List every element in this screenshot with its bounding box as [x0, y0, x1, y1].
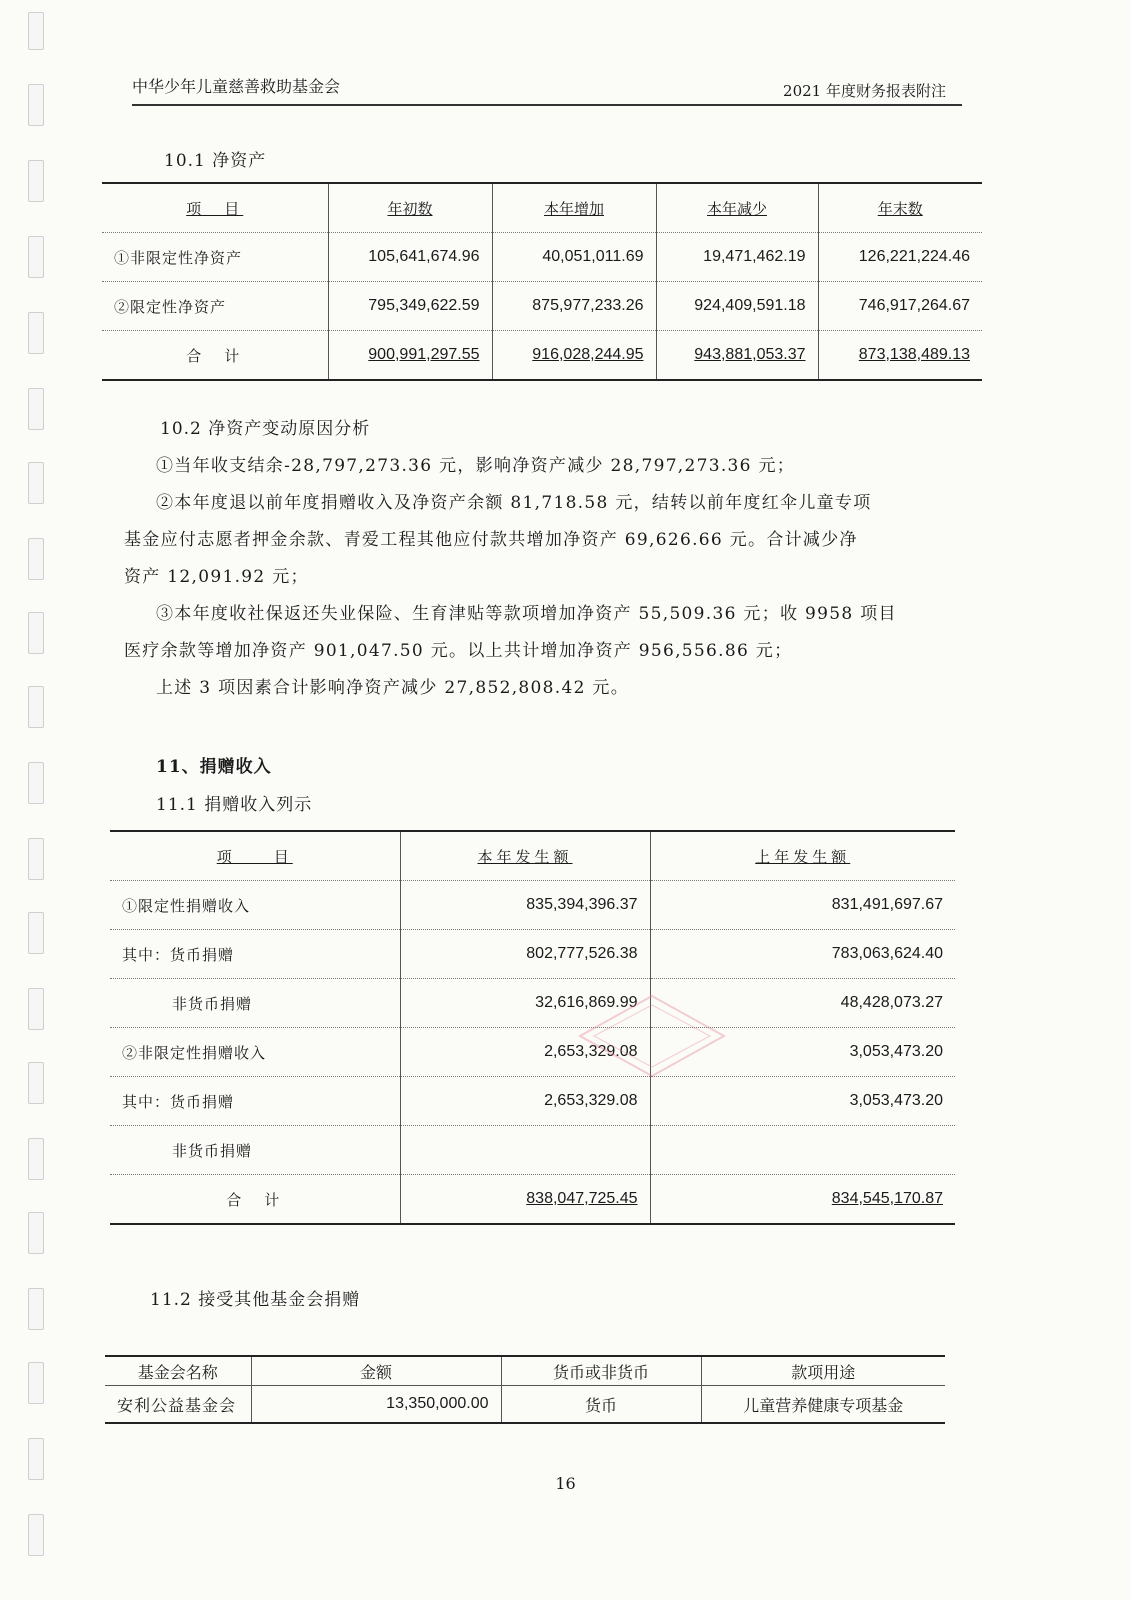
cell-value: 3,053,473.20	[650, 1028, 955, 1077]
analysis-item-1: ①当年收支结余-28,797,273.36 元，影响净资产减少 28,797,273.36 元；	[156, 456, 796, 476]
row-label: 非货币捐赠	[110, 1126, 400, 1175]
amount-value: 13,350,000.00	[251, 1386, 501, 1424]
row-label: 其中：货币捐赠	[110, 930, 400, 979]
cell-value: 746,917,264.67	[818, 282, 982, 331]
cell-value: 831,491,697.67	[650, 881, 955, 930]
cell-value: 3,053,473.20	[650, 1077, 955, 1126]
table-row	[110, 979, 955, 1028]
cell-value: 783,063,624.40	[650, 930, 955, 979]
section-title-10-1: 10.1 净资产	[164, 151, 267, 171]
col-header: 项 目	[102, 183, 328, 233]
table-row	[110, 930, 955, 979]
table-row	[105, 1386, 945, 1424]
auditor-seal-stamp	[572, 992, 732, 1080]
col-header: 年末数	[818, 183, 982, 233]
page-header	[132, 74, 962, 106]
cell-value: 48,428,073.27	[650, 979, 955, 1028]
col-header: 基金会名称	[105, 1356, 251, 1386]
donation-income-table	[110, 830, 955, 1225]
row-label: 合 计	[110, 1175, 400, 1225]
table-row	[110, 881, 955, 930]
analysis-item-3-line1: ③本年度收社保返还失业保险、生育津贴等款项增加净资产 55,509.36 元；收 9958 项目	[156, 604, 897, 624]
col-header: 本年减少	[656, 183, 818, 233]
analysis-item-2-line2: 基金应付志愿者押金余款、青爱工程其他应付款共增加净资产 69,626.66 元。合计减少净	[124, 530, 858, 550]
table-total-row	[110, 1175, 955, 1225]
row-label: ①限定性捐赠收入	[110, 881, 400, 930]
cell-value: 900,991,297.55	[328, 331, 492, 381]
analysis-item-3-line2: 医疗余款等增加净资产 901,047.50 元。以上共计增加净资产 956,556.86 元；	[124, 641, 793, 661]
analysis-item-2-line1: ②本年度退以前年度捐赠收入及净资产余额 81,718.58 元，结转以前年度红伞儿童专项	[156, 493, 872, 513]
col-header: 本年发生额	[400, 831, 650, 881]
cell-value	[650, 1126, 955, 1175]
col-header: 货币或非货币	[501, 1356, 701, 1386]
table-row	[110, 1028, 955, 1077]
cell-value: 2,653,329.08	[400, 1028, 650, 1077]
cell-value: 105,641,674.96	[328, 233, 492, 282]
cell-value: 838,047,725.45	[400, 1175, 650, 1225]
row-label: ②非限定性捐赠收入	[110, 1028, 400, 1077]
row-label: ②限定性净资产	[102, 282, 328, 331]
analysis-item-2-line3: 资产 12,091.92 元；	[124, 567, 309, 587]
section-title-10-2: 10.2 净资产变动原因分析	[160, 419, 371, 439]
table-header-row	[105, 1356, 945, 1386]
cell-value: 19,471,462.19	[656, 233, 818, 282]
page-number: 16	[555, 1474, 576, 1493]
cell-value: 834,545,170.87	[831, 1190, 943, 1207]
table-row	[110, 1126, 955, 1175]
table-header-row	[110, 831, 955, 881]
cell-value: 40,051,011.69	[492, 233, 656, 282]
cell-value: 943,881,053.37	[656, 331, 818, 381]
table-row	[102, 282, 982, 331]
foundation-name: 安利公益基金会	[105, 1386, 251, 1424]
cell-value: 126,221,224.46	[818, 233, 982, 282]
table-row	[102, 233, 982, 282]
cell-value: 32,616,869.99	[400, 979, 650, 1028]
donation-type: 货币	[501, 1386, 701, 1424]
analysis-paragraphs	[124, 448, 954, 707]
table-header-row	[102, 183, 982, 233]
col-header: 项 目	[110, 831, 400, 881]
donation-purpose: 儿童营养健康专项基金	[743, 1395, 904, 1415]
header-report-title: 2021 年度财务报表附注	[783, 82, 946, 100]
col-header: 本年增加	[492, 183, 656, 233]
row-label: 其中：货币捐赠	[110, 1077, 400, 1126]
cell-value: 924,409,591.18	[656, 282, 818, 331]
table-row	[110, 1077, 955, 1126]
analysis-summary: 上述 3 项因素合计影响净资产减少 27,852,808.42 元。	[156, 678, 630, 698]
col-header: 金额	[251, 1356, 501, 1386]
row-label: ①非限定性净资产	[102, 233, 328, 282]
cell-value: 875,977,233.26	[492, 282, 656, 331]
section-title-11-2: 11.2 接受其他基金会捐赠	[150, 1290, 361, 1310]
cell-value: 2,653,329.08	[400, 1077, 650, 1126]
table-total-row	[102, 331, 982, 381]
col-header: 上年发生额	[650, 831, 955, 881]
cell-value: 802,777,526.38	[400, 930, 650, 979]
cell-value	[400, 1126, 650, 1175]
col-header: 款项用途	[701, 1356, 945, 1386]
cell-value: 795,349,622.59	[328, 282, 492, 331]
cell-value: 835,394,396.37	[400, 881, 650, 930]
cell-value: 873,138,489.13	[858, 346, 970, 363]
header-org: 中华少年儿童慈善救助基金会	[132, 77, 341, 96]
section-title-11-1: 11.1 捐赠收入列示	[156, 795, 313, 815]
col-header: 年初数	[328, 183, 492, 233]
other-foundation-donation-table	[105, 1355, 945, 1424]
row-label: 合 计	[102, 331, 328, 381]
cell-value: 916,028,244.95	[492, 331, 656, 381]
section-title-11: 11、捐赠收入	[156, 757, 272, 777]
net-assets-table	[102, 182, 982, 381]
row-label: 非货币捐赠	[110, 979, 400, 1028]
